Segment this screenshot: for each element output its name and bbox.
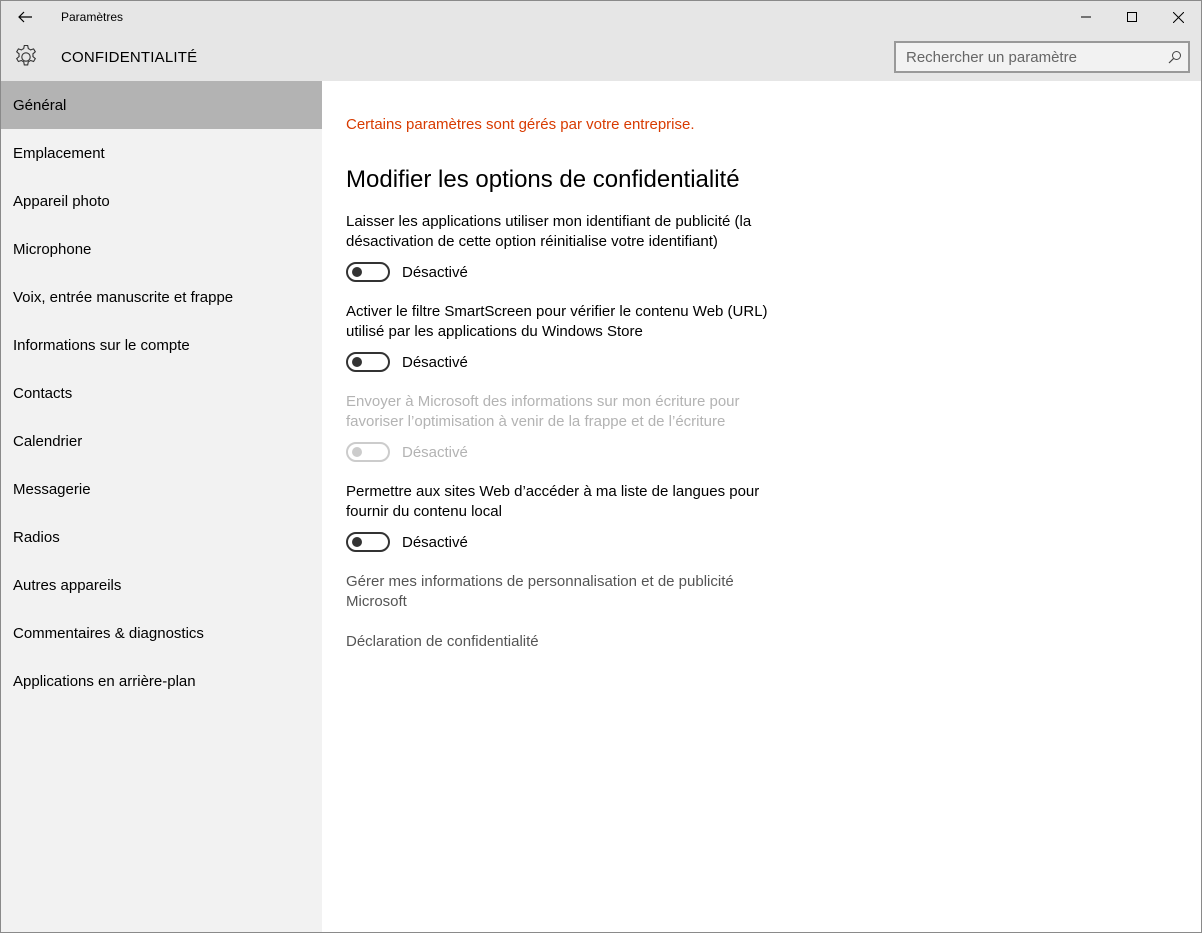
minimize-button[interactable] — [1063, 1, 1109, 33]
option-writing-info-label: Envoyer à Microsoft des informations sur mon écriture pour favoriser l’optimisation à venir de la frappe et de l’écriture — [346, 393, 740, 430]
smartscreen-toggle[interactable] — [346, 352, 390, 372]
sidebar-item-camera[interactable] — [1, 177, 322, 225]
writing-info-toggle — [346, 442, 390, 462]
section-heading: Modifier les options de confidentialité — [346, 166, 740, 193]
sidebar-item-speech-inking[interactable] — [1, 273, 322, 321]
sidebar-item-location[interactable] — [1, 129, 322, 177]
sidebar-item-calendar[interactable] — [1, 417, 322, 465]
option-writing-info-row — [346, 441, 468, 463]
sidebar-item-messaging[interactable] — [1, 465, 322, 513]
toggle-state-text: Désactivé — [402, 353, 468, 371]
option-smartscreen-row — [346, 351, 468, 373]
sidebar-item-label: Appareil photo — [13, 192, 110, 210]
sidebar-item-general[interactable] — [1, 81, 322, 129]
sidebar-item-label: Autres appareils — [13, 576, 122, 594]
sidebar-item-label: Messagerie — [13, 480, 91, 498]
toggle-state-text: Désactivé — [402, 443, 468, 461]
sidebar-item-label: Microphone — [13, 240, 92, 258]
sidebar-item-microphone[interactable] — [1, 225, 322, 273]
sidebar-item-label: Commentaires & diagnostics — [13, 624, 204, 642]
window-title: Paramètres — [61, 10, 124, 24]
option-advertising-id-label: Laisser les applications utiliser mon identifiant de publicité (la désactivation de cette option réinitialise votre identifiant) — [346, 213, 752, 250]
toggle-knob — [352, 447, 362, 457]
close-icon — [1173, 12, 1184, 23]
sidebar-item-radios[interactable] — [1, 513, 322, 561]
sidebar-item-label: Emplacement — [13, 144, 105, 162]
sidebar-item-label: Calendrier — [13, 432, 83, 450]
advertising-id-toggle[interactable] — [346, 262, 390, 282]
back-button[interactable] — [9, 3, 41, 31]
option-smartscreen-label: Activer le filtre SmartScreen pour vérifier le contenu Web (URL) utilisé par les applications du Windows Store — [346, 303, 768, 340]
option-language-list-label: Permettre aux sites Web d’accéder à ma liste de langues pour fournir du contenu local — [346, 483, 760, 520]
sidebar — [1, 81, 322, 933]
search-input[interactable] — [896, 43, 1156, 71]
close-button[interactable] — [1155, 1, 1201, 33]
sidebar-item-account-info[interactable] — [1, 321, 322, 369]
sidebar-item-label: Général — [13, 96, 67, 114]
gear-icon — [13, 44, 39, 70]
page-title: CONFIDENTIALITÉ — [61, 49, 198, 66]
toggle-state-text: Désactivé — [402, 533, 468, 551]
title-bar — [1, 1, 1201, 33]
minimize-icon — [1081, 12, 1091, 22]
managed-notice: Certains paramètres sont gérés par votre entreprise. — [346, 116, 695, 133]
sidebar-item-label: Contacts — [13, 384, 73, 402]
sidebar-item-feedback-diagnostics[interactable] — [1, 609, 322, 657]
maximize-icon — [1127, 12, 1137, 22]
privacy-statement-link[interactable]: Déclaration de confidentialité — [346, 633, 539, 650]
back-arrow-icon — [17, 9, 33, 25]
sidebar-item-label: Radios — [13, 528, 60, 546]
toggle-knob — [352, 537, 362, 547]
toggle-knob — [352, 357, 362, 367]
language-list-toggle[interactable] — [346, 532, 390, 552]
sidebar-item-background-apps[interactable] — [1, 657, 322, 705]
sidebar-item-label: Voix, entrée manuscrite et frappe — [13, 288, 234, 306]
sidebar-item-contacts[interactable] — [1, 369, 322, 417]
sidebar-item-label: Informations sur le compte — [13, 336, 190, 354]
search-box[interactable] — [894, 41, 1190, 73]
option-advertising-id-row — [346, 261, 468, 283]
manage-personalization-link[interactable]: Gérer mes informations de personnalisation et de publicité Microsoft — [346, 573, 734, 610]
maximize-button[interactable] — [1109, 1, 1155, 33]
toggle-state-text: Désactivé — [402, 263, 468, 281]
sidebar-item-other-devices[interactable] — [1, 561, 322, 609]
search-icon[interactable] — [1168, 50, 1182, 64]
sidebar-item-label: Applications en arrière-plan — [13, 672, 196, 690]
option-language-list-row — [346, 531, 468, 553]
toggle-knob — [352, 267, 362, 277]
page-header — [1, 33, 1201, 81]
